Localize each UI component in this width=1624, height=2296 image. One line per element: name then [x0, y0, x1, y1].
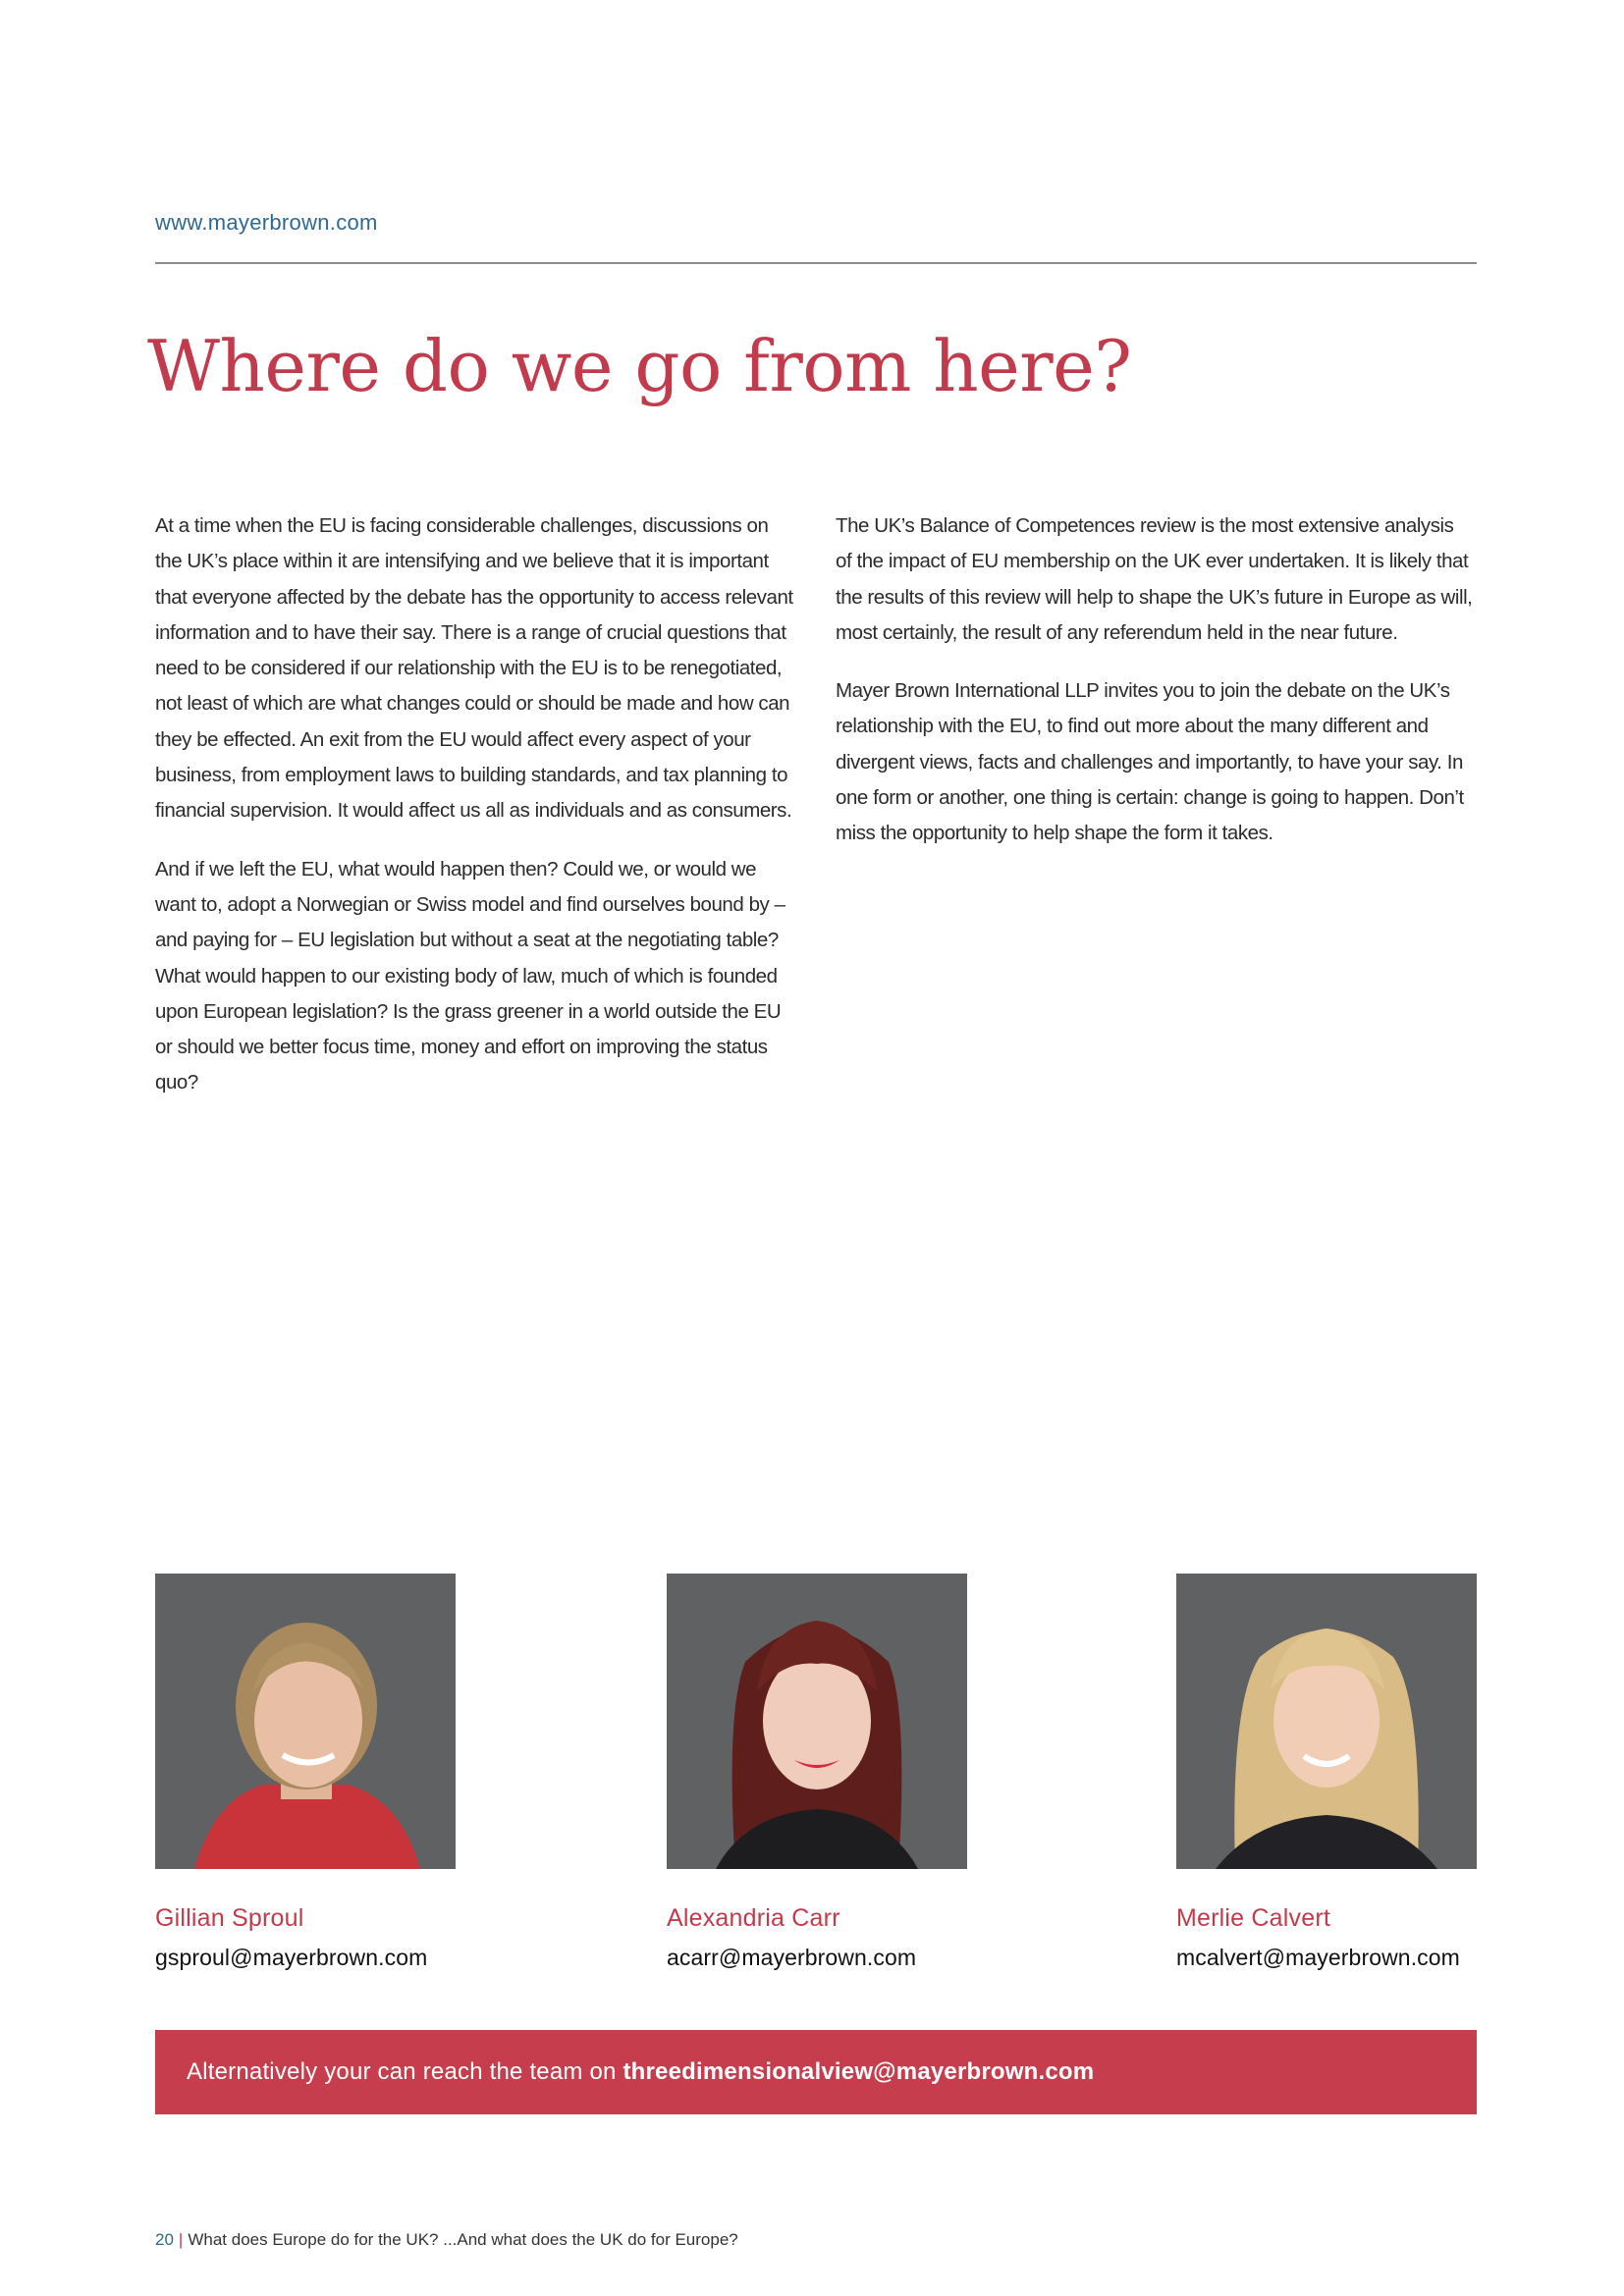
paragraph: Mayer Brown International LLP invites you to join the debate on the UK’s relationship with the EU, to find out more about the many different and divergent views, facts and challenges and importantly, to have your say. In one form or another, one thing is certain: change is going to happen. Don’t miss the opportunity to help shape the form it takes. [836, 679, 1464, 845]
right-column [836, 508, 1474, 875]
person-name: Gillian Sproul [155, 1904, 304, 1932]
footer-separator: | [178, 2230, 184, 2249]
footer-text: What does Europe do for the UK? ...And what does the UK do for Europe? [188, 2230, 738, 2249]
portrait-icon [155, 1574, 456, 1869]
paragraph: The UK’s Balance of Competences review is the most extensive analysis of the impact of EU membership on the UK ever undertaken. It is likely that the results of this review will help to shape the UK’s future in Europe as will, most certainly, the result of any referendum held in the near future. [836, 514, 1473, 644]
person-photo [1176, 1574, 1477, 1869]
site-url[interactable]: www.mayerbrown.com [155, 210, 378, 235]
person-photo [667, 1574, 967, 1869]
left-column [155, 508, 793, 1124]
person-name: Alexandria Carr [667, 1904, 840, 1932]
person-email[interactable]: gsproul@mayerbrown.com [155, 1945, 428, 1970]
person-name: Merlie Calvert [1176, 1904, 1330, 1932]
person-email[interactable]: mcalvert@mayerbrown.com [1176, 1945, 1460, 1970]
person-photo [155, 1574, 456, 1869]
page-number: 20 [155, 2230, 174, 2249]
portrait-icon [1176, 1574, 1477, 1869]
portrait-icon [667, 1574, 967, 1869]
paragraph: At a time when the EU is facing considerable challenges, discussions on the UK’s place within it are intensifying and we believe that it is important that everyone affected by the debate has the opportunity to access relevant information and to have their say. There is a range of crucial questions that need to be considered if our relationship with the EU is to be renegotiated, not least of which are what changes could or should be made and how can they be effected. An exit from the EU would affect every aspect of your business, from employment laws to building standards, and tax planning to financial supervision. It would affect us all as individuals and as consumers. [155, 514, 793, 823]
contact-card [1176, 1574, 1477, 1971]
person-email[interactable]: acarr@mayerbrown.com [667, 1945, 917, 1970]
contact-banner [155, 2030, 1477, 2114]
team-email-link[interactable]: threedimensionalview@mayerbrown.com [623, 2058, 1095, 2085]
contact-card [155, 1574, 456, 1971]
paragraph: And if we left the EU, what would happen then? Could we, or would we want to, adopt a Norwegian or Swiss model and find ourselves bound by – and paying for – EU legislation but without a seat at the negotiating table? What would happen to our existing body of law, much of which is founded upon European legislation? Is the grass greener in a world outside the EU or should we better focus time, money and effort on improving the status quo? [155, 857, 785, 1095]
contact-card [667, 1574, 967, 1971]
page-footer [155, 2230, 738, 2250]
page-title: Where do we go from here? [147, 325, 1132, 407]
header-rule [155, 262, 1477, 264]
banner-text: Alternatively your can reach the team on [187, 2058, 623, 2085]
